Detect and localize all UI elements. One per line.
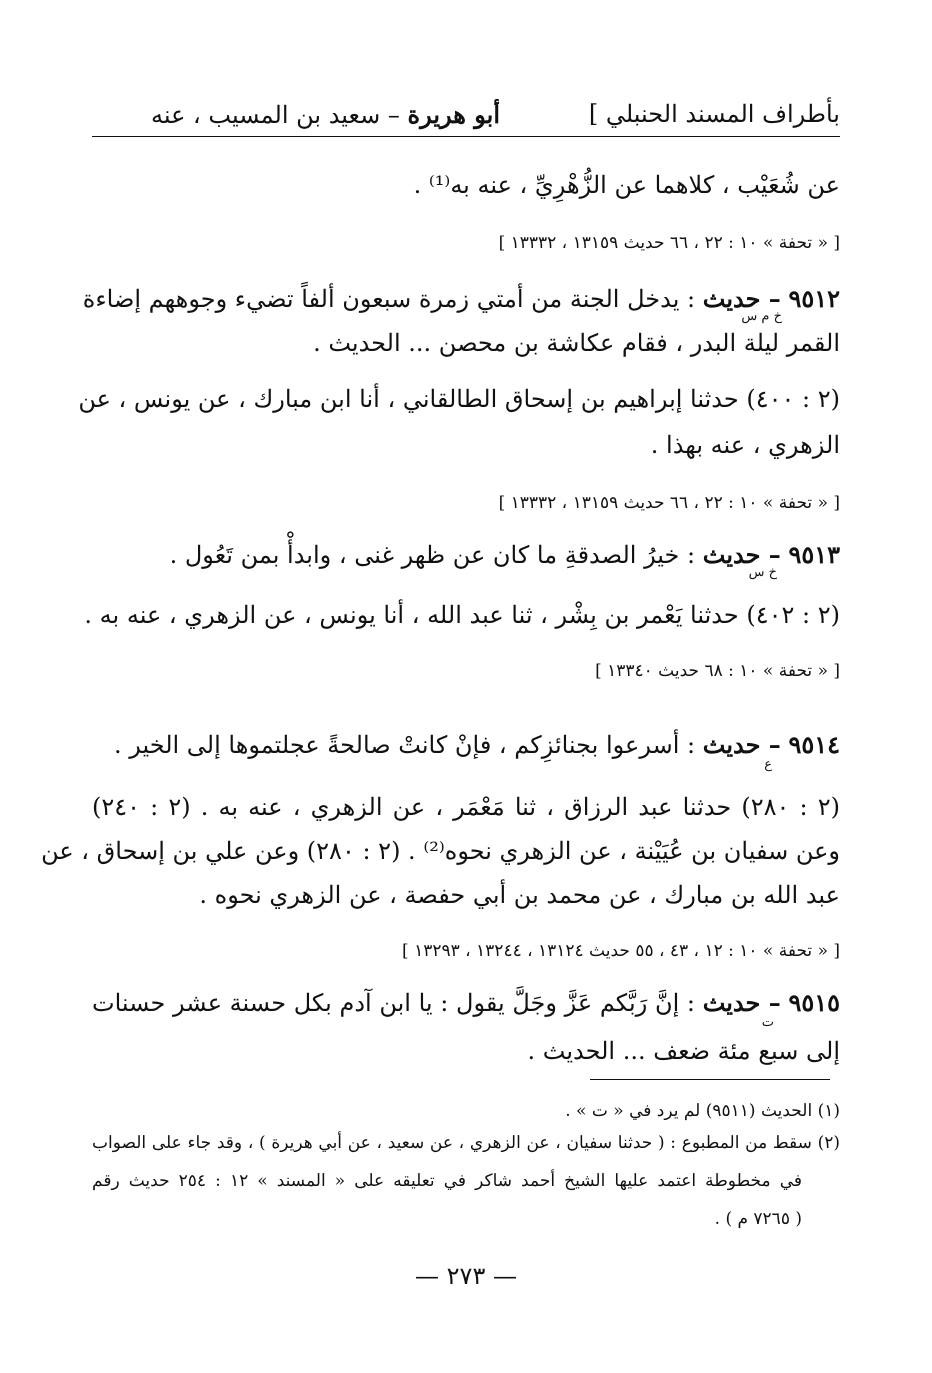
hadith-heading-9515 bbox=[92, 986, 840, 1020]
hadith-text: : خيرُ الصدقةِ ما كان عن ظهر غنى ، وابدأْ بمن تَعُول . bbox=[169, 541, 696, 569]
hadith-text: : يدخل الجنة من أمتي زمرة سبعون ألفاً تضيء وجوههم إضاءة bbox=[82, 285, 696, 313]
hadith-heading-9513 bbox=[92, 538, 840, 572]
hadith-text: : أسرعوا بجنائزِكم ، فإنْ كانتْ صالحةً عجلتموها إلى الخير . bbox=[113, 731, 696, 759]
hadith-heading-9514 bbox=[92, 728, 840, 762]
isnad-line: (٢ : ٤٠٢) حدثنا يَعْمر بن بِشْر ، ثنا عبد الله ، أنا يونس ، عن الزهري ، عنه به . bbox=[84, 601, 840, 629]
header-chapter-bold: أبو هريرة bbox=[407, 100, 500, 129]
hadith-sigla: خ س bbox=[748, 565, 777, 580]
hadith-label: – حديث bbox=[702, 730, 781, 759]
footnote-rule bbox=[590, 1079, 830, 1080]
hadith-number: ٩٥١٢ bbox=[788, 284, 840, 313]
header-chapter bbox=[151, 100, 500, 129]
header-book-title: بأطراف المسند الحنبلي ] bbox=[588, 100, 840, 128]
hadith-number: ٩٥١٥ bbox=[788, 988, 840, 1017]
hadith-number: ٩٥١٣ bbox=[788, 540, 840, 569]
footnote-2-cont: في مخطوطة اعتمد عليها الشيخ أحمد شاكر في تعليقه على « المسند » ١٢ : ٢٥٤ حديث رقم bbox=[92, 1171, 802, 1191]
hadith-label: – حديث bbox=[702, 988, 781, 1017]
isnad-line: عبد الله بن مبارك ، عن محمد بن أبي حفصة ، عن الزهري نحوه . bbox=[199, 881, 840, 909]
header-chapter-rest: – سعيد بن المسيب ، عنه bbox=[150, 101, 400, 129]
isnad-line: وعن سفيان بن عُيَيْنة ، عن الزهري نحوه⁽²⁾ . (٢ : ٢٨٠) وعن علي بن إسحاق ، عن bbox=[41, 837, 840, 865]
hadith-label: – حديث bbox=[702, 284, 781, 313]
page-number: — ٢٧٣ — bbox=[415, 1262, 517, 1290]
hadith-heading-9512 bbox=[82, 282, 840, 316]
running-header bbox=[92, 100, 840, 134]
isnad-line: (٢ : ٤٠٠) حدثنا إبراهيم بن إسحاق الطالقاني ، أنا ابن مبارك ، عن يونس ، عن bbox=[78, 385, 840, 413]
hadith-sigla: ع bbox=[764, 757, 772, 772]
hadith-label: – حديث bbox=[702, 540, 781, 569]
hadith-sigla: ت bbox=[761, 1015, 774, 1030]
tuhfa-reference: [ « تحفة » ١٠ : ١٢ ، ٤٣ ، ٥٥ حديث ١٣١٢٤ ، ١٣٢٤٤ ، ١٣٢٩٣ ] bbox=[402, 941, 840, 961]
tuhfa-reference: [ « تحفة » ١٠ : ٢٢ ، ٦٦ حديث ١٣١٥٩ ، ١٣٣٣٢ ] bbox=[498, 233, 840, 253]
text-line: القمر ليلة البدر ، فقام عكاشة بن محصن ... الحديث . bbox=[313, 329, 840, 357]
footnote-1: (١) الحديث (٩٥١١) لم يرد في « ت » . bbox=[565, 1101, 840, 1121]
isnad-line: (٢ : ٢٨٠) حدثنا عبد الرزاق ، ثنا مَعْمَر ، عن الزهري ، عنه به . (٢ : ٢٤٠) bbox=[92, 793, 840, 821]
isnad-line: الزهري ، عنه بهذا . bbox=[650, 431, 840, 459]
tuhfa-reference: [ « تحفة » ١٠ : ٢٢ ، ٦٦ حديث ١٣١٥٩ ، ١٣٣٣٢ ] bbox=[498, 493, 840, 513]
text-line: عن شُعَيْب ، كلاهما عن الزُّهْرِيِّ ، عنه به⁽¹⁾ . bbox=[413, 171, 840, 199]
hadith-number: ٩٥١٤ bbox=[788, 730, 840, 759]
text-line: إلى سبع مئة ضعف ... الحديث . bbox=[527, 1037, 840, 1065]
hadith-sigla: خ م س bbox=[741, 309, 782, 324]
header-rule bbox=[92, 136, 840, 137]
tuhfa-reference: [ « تحفة » ١٠ : ٦٨ حديث ١٣٣٤٠ ] bbox=[595, 661, 840, 681]
footnote-2-cont: ( ٧٢٦٥ م ) . bbox=[714, 1209, 802, 1229]
hadith-text: : إنَّ رَبَّكم عَزَّ وجَلَّ يقول : يا ابن آدم بكل حسنة عشر حسنات bbox=[92, 989, 696, 1017]
footnote-2: (٢) سقط من المطبوع : ( حدثنا سفيان ، عن الزهري ، عن سعيد ، عن أبي هريرة ) ، وقد جاء على الصواب bbox=[92, 1133, 840, 1153]
